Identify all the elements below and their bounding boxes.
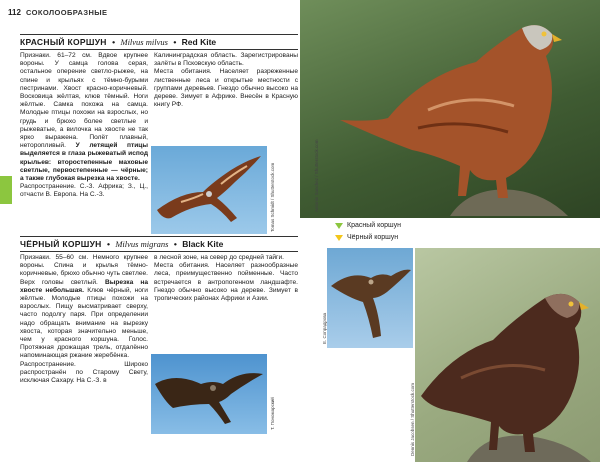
red-kite-text-3: Распространение. С.-З. Африка; З., Ц., отчасти В. Европа. На С.-З. — [20, 183, 148, 199]
photo-credit: Dennis Jacobsen / Shutterstock.com — [410, 382, 415, 456]
black-kite-perched-photo — [415, 248, 600, 462]
red-kite-flight-illustration — [151, 146, 267, 234]
red-kite-text-col2 — [154, 52, 298, 109]
range-legend-item-black — [335, 234, 398, 241]
red-kite-name-ru: КРАСНЫЙ КОРШУН — [20, 37, 107, 47]
range-legend-item-red — [335, 222, 401, 229]
black-kite-text-4: Распространение. Широко распространён по Старому Свету, исключая Сахару. На С.-З. в — [20, 360, 148, 385]
black-kite-text-col1 — [20, 254, 148, 385]
heading-separator: • — [173, 37, 177, 47]
green-triangle-icon — [335, 223, 343, 229]
red-kite-name-en: Red Kite — [181, 37, 217, 47]
red-kite-perched-photo — [300, 0, 600, 218]
black-kite-flight-illustration — [151, 354, 267, 434]
black-kite-text-2: Вырезка на хвосте небольшая. — [20, 278, 148, 294]
black-kite-text-col2 — [154, 254, 298, 303]
red-kite-text-1: Признаки. 61–72 см. Вдвое крупнее вороны. У самца голова серая, остальное оперение светло-рыжее, на спине и крыльях с тёмно-бурыми пестринами. Хвост красно-коричневый. Восковица жёлтая, клюв тёмный. Ноги жёлтые. Самка похожа на самца. Молодые птицы похожи на взрослых, но грудь и брюхо более светлые и рыжеватые, а вилочка на хвосте не так ярко выражена. Полёт плавный, неторопливый. — [20, 52, 148, 150]
black-kite-soaring-photo — [327, 248, 413, 348]
section-tab-marker — [0, 176, 12, 204]
red-kite-flight-photo — [151, 146, 267, 234]
photo-credit: Е. Сопрадрова — [322, 312, 327, 344]
photo-credit: Т. Пономарский — [270, 397, 275, 430]
photo-credit: Tomas Schmidt / Shutterstock.com — [270, 162, 275, 232]
heading-separator: • — [106, 239, 110, 249]
red-kite-name-lat: Milvus milvus — [120, 37, 168, 47]
black-kite-text-6: Места обитания. Населяет разнообразные леса, преимущественно пойменные. Часто встречается в антропогенном ландшафте. Гнездо обычно высоко на дереве. Зимует в тропических районах Африки и Азии. — [154, 262, 298, 303]
heading-separator: • — [112, 37, 116, 47]
black-kite-text-3: Клюв чёрный, ноги жёлтые. Молодые птицы похожи на взрослых. Пищу высматривает сверху, часто подолгу паря. При определении надо обращать внимание на вырезку хвоста, которая значительно меньше, чем у красного коршуна. Голос. Протяжная дрожащая трель, отдалённо напоминающая ржание жеребёнка. — [20, 286, 148, 360]
red-kite-text-col1 — [20, 52, 148, 200]
red-kite-heading — [20, 34, 298, 50]
black-kite-text-5: в лесной зоне, на север до средней тайги. — [154, 254, 284, 261]
black-kite-text-1: Признаки. 55–60 см. Немного крупнее вороны. Спина и крылья тёмно-коричневые, брюхо обычно чуть светлее. Верх головы светлый. — [20, 254, 148, 286]
black-kite-heading — [20, 236, 298, 252]
red-kite-text-2: У летящей птицы выделяется в глаза рыжеватый испод крыльев: второстепенные маховые светлые, первостепенные — чёрные; а также глубокая вырезка на хвосте. — [20, 142, 148, 183]
yellow-triangle-icon — [335, 235, 343, 241]
black-kite-name-lat: Milvus migrans — [115, 239, 169, 249]
running-head: СОКОЛООБРАЗНЫЕ — [26, 8, 108, 17]
page-number: 112 — [8, 8, 21, 17]
red-kite-perched-illustration — [300, 0, 600, 218]
black-kite-soaring-illustration — [327, 248, 413, 348]
page-header — [0, 0, 300, 26]
legend-label-red: Красный коршун — [347, 222, 402, 229]
black-kite-perched-illustration — [415, 248, 600, 462]
red-kite-text-4: Калининградская область. Зарегистрированы залёты в Псковскую область. — [154, 52, 298, 68]
black-kite-flight-photo — [151, 354, 267, 434]
red-kite-text-5: Места обитания. Населяет разреженные лиственные леса и открытые местности с группами деревьев. Гнездо обычно высоко на дереве. Зимует в Африке. Внесён в Красную книгу РФ. — [154, 68, 298, 109]
legend-label-black: Чёрный коршун — [347, 234, 399, 241]
black-kite-name-ru: ЧЁРНЫЙ КОРШУН — [20, 239, 102, 249]
black-kite-name-en: Black Kite — [182, 239, 224, 249]
heading-separator: • — [173, 239, 177, 249]
photo-credit: Antonio Sanchez / Shutterstock.com — [314, 139, 319, 212]
